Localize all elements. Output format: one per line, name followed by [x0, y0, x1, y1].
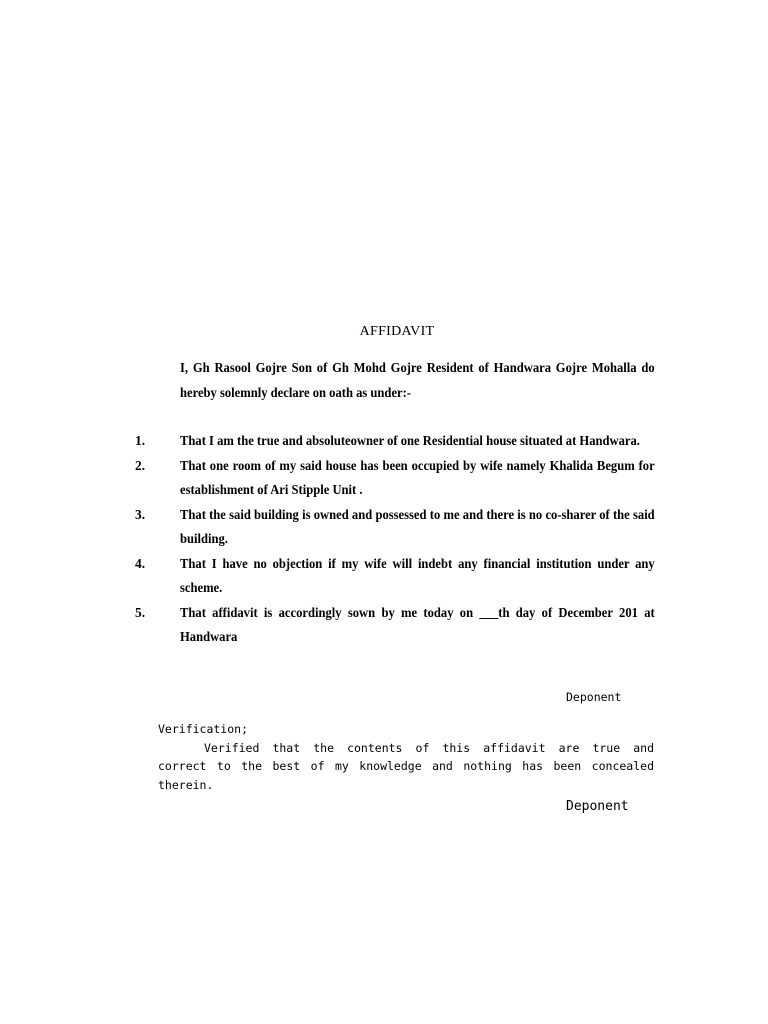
- clause-number: 4.: [135, 555, 146, 571]
- deponent-signature-label: Deponent: [566, 690, 622, 704]
- clause-text: That I am the true and absoluteowner of one Residential house situated at Handwara.: [180, 433, 640, 448]
- verification-text: Verified that the contents of this affidavit are true and correct to the best of my knowledge and nothing has been concealed therein.: [158, 740, 654, 792]
- document-title: AFFIDAVIT: [359, 324, 435, 339]
- deponent-verification-label: Deponent: [566, 799, 629, 814]
- clause-number: 1.: [135, 433, 146, 448]
- clause-text: That one room of my said house has been occupied by wife namely Khalida Begum for establishment of Ari Stipple Unit .: [180, 457, 655, 497]
- clause-list: [0, 429, 768, 650]
- clause-text: That the said building is owned and possessed to me and there is no co-sharer of the said building.: [180, 506, 655, 546]
- verification-section: [158, 720, 654, 794]
- clause-number: 5.: [135, 604, 146, 620]
- clause-number: 2.: [135, 457, 146, 473]
- clause-item: [0, 429, 768, 454]
- intro-paragraph: I, Gh Rasool Gojre Son of Gh Mohd Gojre Resident of Handwara Gojre Mohalla do hereby solemnly declare on oath as under:-: [180, 360, 655, 400]
- clause-number: 3.: [135, 506, 146, 522]
- clause-item: [0, 601, 768, 650]
- clause-item: [0, 503, 768, 552]
- verification-heading: Verification;: [158, 722, 249, 736]
- clause-text: That I have no objection if my wife will indebt any financial institution under any scheme.: [180, 555, 655, 595]
- clause-text: That affidavit is accordingly sown by me today on ___th day of December 201 at Handwara: [180, 604, 655, 644]
- clause-item: [0, 552, 768, 601]
- clause-item: [0, 454, 768, 503]
